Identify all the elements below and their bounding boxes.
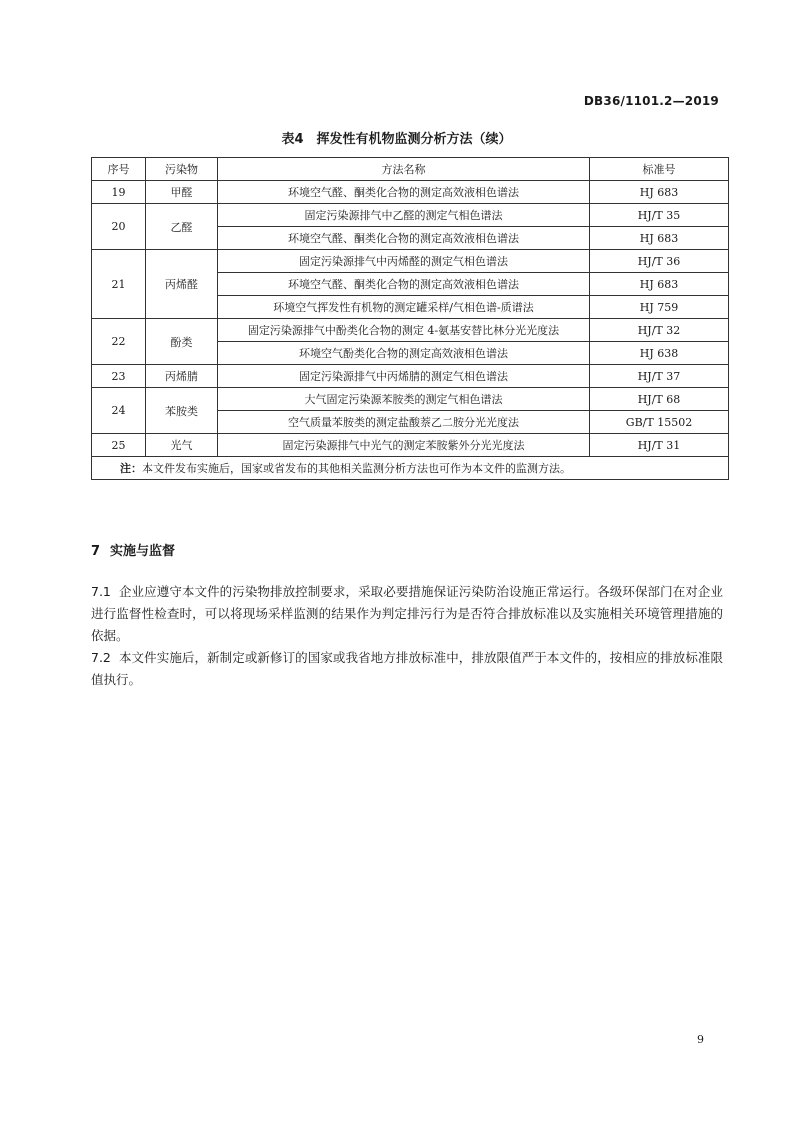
table-note	[92, 457, 729, 480]
header-standard: 标准号	[590, 158, 729, 181]
cell-pollutant: 乙醛	[146, 204, 218, 250]
cell-standard: HJ/T 31	[590, 434, 729, 457]
paragraph-number: 7.1	[91, 584, 111, 599]
paragraph-text: 本文件实施后，新制定或新修订的国家或我省地方排放标准中，排放限值严于本文件的，按相应的排放标准限值执行。	[91, 650, 723, 687]
table-row	[92, 365, 729, 388]
cell-method: 环境空气醛、酮类化合物的测定高效液相色谱法	[218, 273, 590, 296]
table-row	[92, 204, 729, 227]
cell-method: 环境空气酚类化合物的测定高效液相色谱法	[218, 342, 590, 365]
note-text: 本文件发布实施后，国家或省发布的其他相关监测分析方法也可作为本文件的监测方法。	[142, 462, 571, 475]
cell-method: 空气质量苯胺类的测定盐酸萘乙二胺分光光度法	[218, 411, 590, 434]
page-number: 9	[697, 1033, 704, 1046]
document-code: DB36/1101.2—2019	[583, 94, 719, 108]
cell-method: 固定污染源排气中光气的测定苯胺紫外分光光度法	[218, 434, 590, 457]
cell-method: 环境空气醛、酮类化合物的测定高效液相色谱法	[218, 181, 590, 204]
cell-pollutant: 丙烯腈	[146, 365, 218, 388]
table-row	[92, 181, 729, 204]
cell-pollutant: 苯胺类	[146, 388, 218, 434]
cell-standard: HJ/T 35	[590, 204, 729, 227]
cell-standard: HJ/T 68	[590, 388, 729, 411]
section-heading	[91, 540, 175, 559]
cell-no: 24	[92, 388, 146, 434]
cell-standard: HJ/T 36	[590, 250, 729, 273]
cell-method: 固定污染源排气中丙烯腈的测定气相色谱法	[218, 365, 590, 388]
cell-standard: HJ 683	[590, 227, 729, 250]
cell-no: 23	[92, 365, 146, 388]
paragraph-7-2	[91, 647, 723, 691]
header-pollutant: 污染物	[146, 158, 218, 181]
cell-standard: GB/T 15502	[590, 411, 729, 434]
table-row	[92, 250, 729, 273]
table-row	[92, 319, 729, 342]
paragraph-number: 7.2	[91, 650, 111, 665]
table-body	[92, 181, 729, 480]
table-header-row	[92, 158, 729, 181]
table-row	[92, 434, 729, 457]
table-note-row	[92, 457, 729, 480]
cell-method: 固定污染源排气中乙醛的测定气相色谱法	[218, 204, 590, 227]
paragraph-7-1	[91, 581, 723, 647]
cell-no: 21	[92, 250, 146, 319]
cell-method: 大气固定污染源苯胺类的测定气相色谱法	[218, 388, 590, 411]
cell-pollutant: 甲醛	[146, 181, 218, 204]
cell-no: 22	[92, 319, 146, 365]
cell-pollutant: 丙烯醛	[146, 250, 218, 319]
cell-no: 25	[92, 434, 146, 457]
cell-no: 19	[92, 181, 146, 204]
cell-no: 20	[92, 204, 146, 250]
header-method: 方法名称	[218, 158, 590, 181]
cell-standard: HJ/T 32	[590, 319, 729, 342]
note-label: 注：	[120, 462, 142, 475]
cell-method: 环境空气挥发性有机物的测定罐采样/气相色谱-质谱法	[218, 296, 590, 319]
table-title: 表4 挥发性有机物监测分析方法（续）	[281, 132, 512, 147]
cell-pollutant: 酚类	[146, 319, 218, 365]
cell-standard: HJ 759	[590, 296, 729, 319]
section-title: 实施与监督	[110, 544, 176, 559]
cell-method: 固定污染源排气中酚类化合物的测定 4-氨基安替比林分光光度法	[218, 319, 590, 342]
cell-standard: HJ 683	[590, 273, 729, 296]
paragraph-text: 企业应遵守本文件的污染物排放控制要求，采取必要措施保证污染防治设施正常运行。各级环保部门在对企业进行监督性检查时，可以将现场采样监测的结果作为判定排污行为是否符合排放标准以及实施相关环境管理措施的依据。	[91, 584, 723, 643]
cell-pollutant: 光气	[146, 434, 218, 457]
cell-standard: HJ 683	[590, 181, 729, 204]
cell-method: 固定污染源排气中丙烯醛的测定气相色谱法	[218, 250, 590, 273]
header-no: 序号	[92, 158, 146, 181]
cell-standard: HJ/T 37	[590, 365, 729, 388]
cell-standard: HJ 638	[590, 342, 729, 365]
section-number: 7	[91, 544, 101, 559]
cell-method: 环境空气醛、酮类化合物的测定高效液相色谱法	[218, 227, 590, 250]
methods-table	[91, 157, 729, 480]
table-row	[92, 388, 729, 411]
